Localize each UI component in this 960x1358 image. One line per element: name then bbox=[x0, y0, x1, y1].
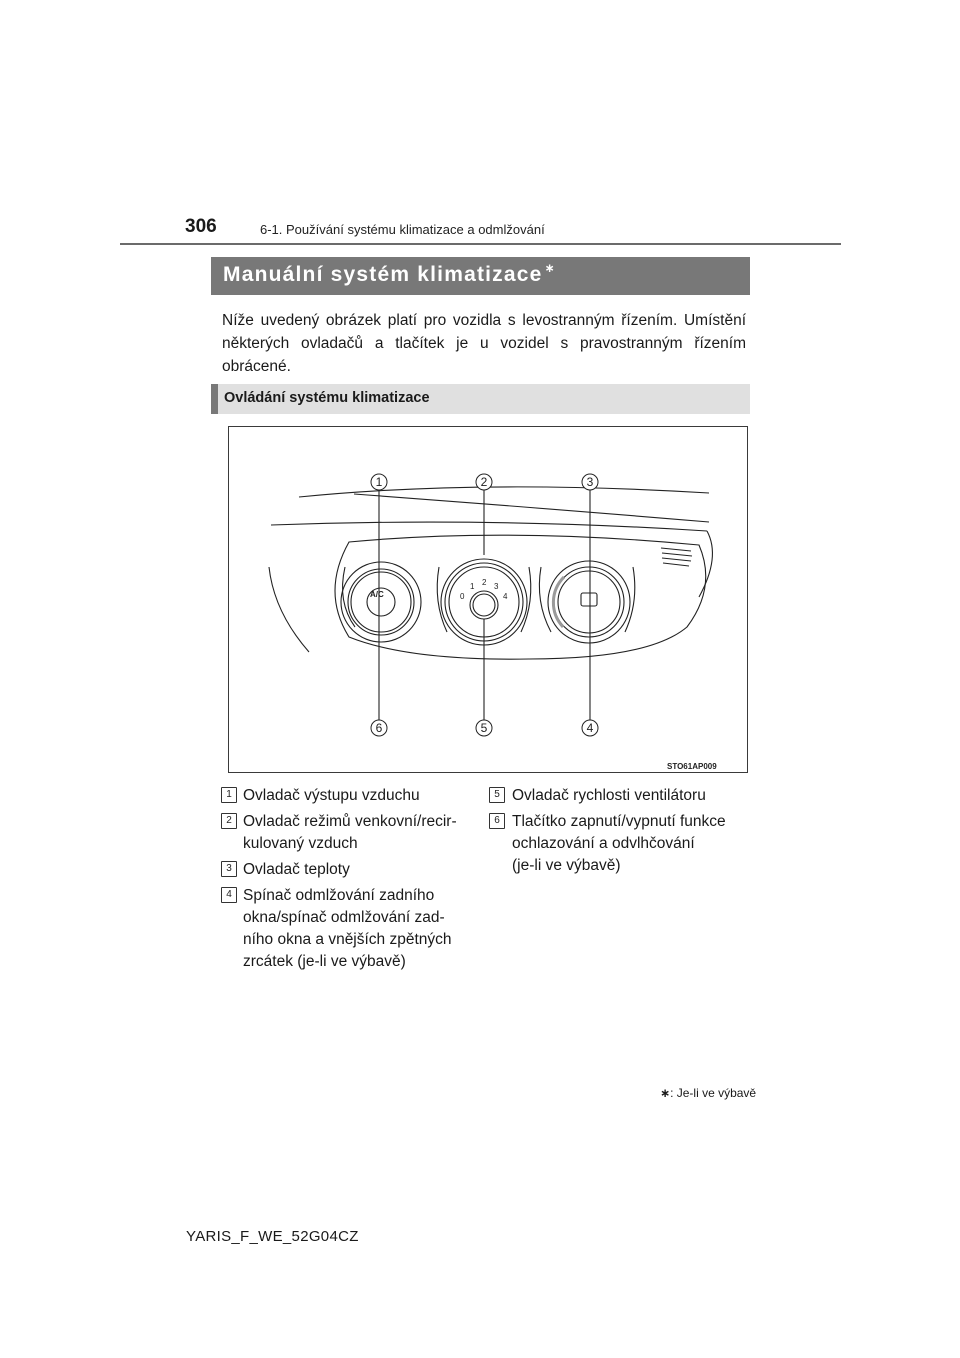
callout-2 bbox=[476, 474, 492, 490]
section-title-label: Manuální systém klimatizace bbox=[223, 263, 543, 286]
legend-num-6: 6 bbox=[489, 813, 505, 829]
subsection-bar bbox=[211, 384, 750, 414]
legend-num-2: 2 bbox=[221, 813, 237, 829]
callout-1 bbox=[371, 474, 387, 490]
svg-text:1: 1 bbox=[375, 475, 383, 489]
vent-grille bbox=[661, 548, 692, 566]
callout-3 bbox=[582, 474, 598, 490]
svg-text:4: 4 bbox=[586, 721, 594, 735]
svg-text:3: 3 bbox=[586, 475, 594, 489]
footnote-marker: ∗ bbox=[660, 1086, 671, 1100]
callout-5 bbox=[476, 720, 492, 736]
legend-num-1: 1 bbox=[221, 787, 237, 803]
document-code: YARIS_F_WE_52G04CZ bbox=[186, 1228, 359, 1245]
ac-button-label: A/C bbox=[370, 590, 384, 599]
legend-text-4: Spínač odmlžování zadního okna/spínač odmlžování zad- ního okna a vnějších zpětných zrcátek (je-li ve výbavě) bbox=[243, 887, 452, 970]
chapter-title: 6-1. Používání systému klimatizace a odmlžování bbox=[260, 222, 545, 237]
callout-6 bbox=[371, 720, 387, 736]
section-title-bar bbox=[211, 257, 750, 295]
legend-text-2: Ovladač režimů venkovní/recir- kulovaný vzduch bbox=[243, 813, 457, 852]
dash-line-top bbox=[299, 487, 709, 497]
dash-line-mid bbox=[271, 522, 707, 531]
legend-num-5: 5 bbox=[489, 787, 505, 803]
section-title bbox=[223, 263, 556, 287]
footnote bbox=[660, 1086, 756, 1100]
svg-text:2: 2 bbox=[480, 475, 488, 489]
optional-marker: ∗ bbox=[544, 261, 556, 275]
fan-speed-0: 0 bbox=[460, 592, 465, 601]
dash-line-upper bbox=[354, 494, 709, 522]
svg-text:5: 5 bbox=[480, 721, 488, 735]
fan-speed-scale bbox=[460, 578, 508, 601]
legend-num-3: 3 bbox=[221, 861, 237, 877]
legend-num-4: 4 bbox=[221, 887, 237, 903]
legend-text-6: Tlačítko zapnutí/vypnutí funkce ochlazování a odvlhčování (je-li ve výbavě) bbox=[512, 813, 726, 874]
footnote-text: : Je-li ve výbavě bbox=[670, 1086, 757, 1100]
subsection-accent bbox=[211, 384, 218, 414]
legend-text-1: Ovladač výstupu vzduchu bbox=[243, 787, 420, 804]
air-outlet-knob bbox=[341, 562, 421, 642]
figure-code: STO61AP009 bbox=[667, 762, 717, 771]
climate-control-figure bbox=[228, 426, 748, 773]
callout-4 bbox=[582, 720, 598, 736]
subsection-title: Ovládání systému klimatizace bbox=[224, 390, 430, 406]
temperature-scale bbox=[553, 577, 564, 627]
legend-text-3: Ovladač teploty bbox=[243, 861, 350, 878]
fan-speed-3: 3 bbox=[494, 582, 499, 591]
panel-right-edge bbox=[699, 531, 712, 597]
fan-speed-1: 1 bbox=[470, 582, 475, 591]
legend-text-5: Ovladač rychlosti ventilátoru bbox=[512, 787, 706, 804]
svg-text:6: 6 bbox=[375, 721, 383, 735]
header-rule bbox=[120, 243, 841, 245]
page-number: 306 bbox=[185, 216, 217, 237]
intro-paragraph: Níže uvedený obrázek platí pro vozidla s levostranným řízením. Umístění některých ovladačů a tlačítek je u vozidel s pravostranným řízením obrácené. bbox=[222, 312, 746, 375]
climate-panel-illustration bbox=[229, 427, 749, 774]
fan-speed-2: 2 bbox=[482, 578, 487, 587]
panel-left-edge bbox=[269, 567, 309, 652]
fan-speed-4: 4 bbox=[503, 592, 508, 601]
